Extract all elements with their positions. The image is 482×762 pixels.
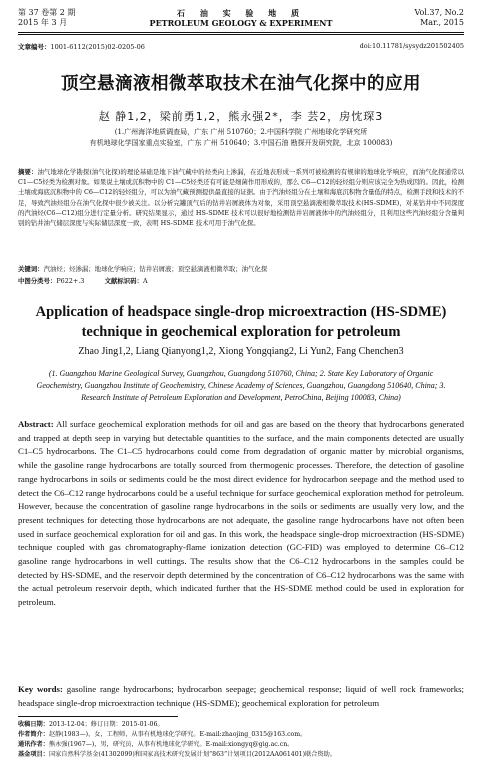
- funding: 国家自然科学基金(41302099)和国家高技术研究发展计划“863”计划项目(2012AA061401)联合资助。: [48, 751, 336, 758]
- footnote-rule: [18, 716, 178, 717]
- volume-issue-en: Vol.37, No.2: [414, 8, 464, 17]
- keywords-cn: [18, 264, 464, 274]
- received-dates: 2013-12-04；修订日期：2015-01-06。: [48, 721, 164, 728]
- authors-en: Zhao Jing1,2, Liang Qianyong1,2, Xiong Yongqiang2, Li Yun2, Fang Chenchen3: [78, 346, 404, 357]
- date-cn: 2015 年 3 月: [18, 18, 68, 27]
- abstract-en-text: All surface geochemical exploration methods for oil and gas are based on the theory that hydrocarbons generated and trapped at depth seep in varying but detectable quantities to the surface, and the main components detected are usually C1–C5 hydrocarbons. The C1–C5 hydrocarbons could come from degradation of organic matter by microbial organisms, while the gasoline range hydrocarbons are totally sourced from thermogenic processes. Therefore, the detection of gasoline range hydrocarbons in soils or sediments could be the most direct evidence for hydrocarbon seepage and the method used to detect the C6–C12 range hydrocarbons could be a useful technique for surface geochemical exploration method for petroleum. However, because the concentration of gasoline range hydrocarbons in the soils or sediments are usually very low, and the present techniques for detecting those hydrocarbons are not adequate, the gasoline range hydrocarbons have not often been used in surface geochemical exploration for oil and gas. In this work, the headspace single-drop microextraction (HS-SDME) technique coupled with gas chromatography-flame ionization detection (GC-FID) was employed to determine C6–C12 gasoline range hydrocarbons in well cuttings. The results show that the C6–C12 hydrocarbons in the samples could be detected by HS-SDME, and the reservoir depth determined by the concentration of C6–C12 hydrocarbons was the same with the actual petroleum reservoir depth, which indicated further that the HS-SDME method could be used in exploration for petroleum.: [18, 419, 464, 608]
- footnote-corresponding: [18, 740, 464, 750]
- title-en: [18, 302, 464, 342]
- article-number: [18, 42, 145, 51]
- footnotes: [18, 720, 464, 760]
- abstract-en: [18, 418, 464, 610]
- issue-info-en: [414, 8, 464, 28]
- class-number: P622+.3: [56, 277, 85, 285]
- keywords-en-text: gasoline range hydrocarbons; hydrocarbon seepage; geochemical response; liquid of well rock frameworks; headspace single-drop microextraction technique (HS-SDME); geochemical exploration for petroleum: [18, 684, 465, 708]
- article-number-label: 文章编号：: [18, 43, 51, 51]
- classification-cn: [18, 276, 464, 286]
- keywords-cn-text: 汽油烃；烃渗漏；地球化学响应；钻井岩屑液；顶空悬滴液相微萃取；油气化探: [43, 265, 268, 273]
- funding-label: 基金项目：: [18, 751, 49, 758]
- article-number-value: 1001-6112(2015)02-0205-06: [50, 43, 145, 51]
- affiliations-cn: [18, 127, 464, 149]
- abstract-cn: [18, 167, 464, 228]
- doc-code: A: [142, 277, 148, 285]
- header-rule: [18, 32, 464, 33]
- abstract-cn-text: 油气地球化学勘探(油气化探)的理论基础是地下油气藏中的烃类向上渗漏，在近地表形成一系列可被检测的有规律的地球化学响应，而油气化探通常以 C1—C5烃类为检测对象。如果说土壤或沉积物中的 C1—C5烃类还有可能是细菌作用形成的，那么 C6—C12的轻烃组分则应该完全为热成因的。因此，检测土壤或海底沉积物中的 C6—C12的轻烃组分，可以为油气藏预测提供最直接的证据。由于汽油烃组分在土壤和海底沉积物含量低的特点，检测手段和技术的不足，导致汽油烃组分在油气化探中很少被关注。以分析完罐顶气后的钻井岩屑液体为对象，采用顶空悬滴液相微萃取技术(HS-SDME)，对某钻井中不同深度的汽油烃(C6—C12)组分进行定量分析。研究结果显示，通过 HS-SDME 技术可以很好地检测钻井岩屑液体中的汽油烃组分，且利用这些汽油烃组分含量判别的钻井油气储层深度与实际储层深度一致，表明 HS-SDME 技术可用于油气化探。: [18, 168, 464, 228]
- keywords-en: [18, 683, 464, 710]
- footnote-author: [18, 730, 464, 740]
- title-en-line-1: Application of headspace single-drop microextraction (HS-SDME): [35, 304, 447, 320]
- affiliation-cn-line-1: (1.广州海洋地质调查局，广东 广州 510760；2.中国科学院 广州地球化学研究所: [114, 128, 368, 136]
- received-label: 收稿日期：: [18, 721, 49, 728]
- title-en-line-2: technique in geochemical exploration for petroleum: [81, 324, 401, 340]
- title-cn: 顶空悬滴液相微萃取技术在油气化探中的应用: [61, 74, 421, 94]
- header-rule-thin: [18, 34, 464, 35]
- author-bio-label: 作者简介：: [18, 731, 49, 738]
- date-en: Mar., 2015: [420, 18, 464, 27]
- footnote-received: [18, 720, 464, 730]
- keywords-cn-label: 关键词：: [18, 265, 44, 273]
- authors-cn: 赵 静1,2，梁前勇1,2，熊永强2*，李 芸2，房忱琛3: [98, 110, 384, 123]
- class-number-label: 中图分类号：: [18, 277, 57, 285]
- journal-name: [18, 8, 464, 28]
- abstract-en-label: Abstract:: [18, 419, 54, 429]
- journal-name-cn: 石 油 实 验 地 质: [177, 8, 305, 18]
- corresponding-label: 通讯作者：: [18, 741, 49, 748]
- corresponding-author: 熊永强(1967—)，男，研究员，从事有机地球化学研究。E-mail:xiongyq@gig.ac.cn。: [48, 741, 294, 748]
- doc-code-label: 文献标识码：: [104, 277, 143, 285]
- footnote-funding: [18, 750, 464, 760]
- affiliation-cn-line-2: 有机地球化学国家重点实验室，广东 广州 510640；3.中国石油 勘探开发研究院，北京 100083): [89, 139, 393, 147]
- abstract-cn-label: 摘要：: [18, 168, 38, 176]
- author-bio: 赵静(1983—)，女，工程师，从事有机地球化学研究。E-mail:zhaojing_0315@163.com。: [48, 731, 307, 738]
- keywords-en-label: Key words:: [18, 684, 63, 694]
- volume-issue-cn: 第 37 卷第 2 期: [18, 8, 76, 17]
- affiliations-en: (1. Guangzhou Marine Geological Survey, Guangzhou, Guangdong 510760, China; 2. State Key Laboratory of Organic Geochemistry, Guangzhou Institute of Geochemistry, Chinese Academy of Sciences, Guangzhou, Guangdong 510640, China; 3. Research Institute of Petroleum Exploration and Development, PetroChina, Beijing 100083, China): [36, 369, 446, 402]
- journal-name-en: PETROLEUM GEOLOGY & EXPERIMENT: [149, 18, 333, 28]
- doi: doi:10.11781/sysydz201502405: [359, 42, 464, 50]
